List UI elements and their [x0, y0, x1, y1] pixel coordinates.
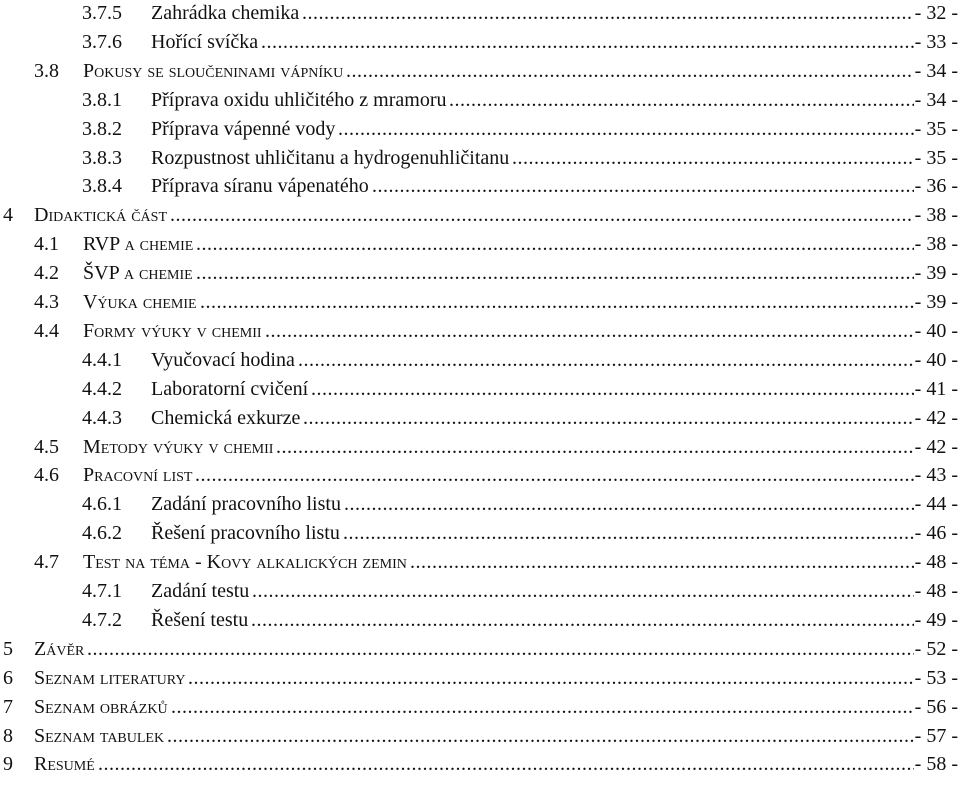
- toc-entry-title: Metody výuky v chemii: [83, 435, 274, 458]
- toc-entry[interactable]: [0, 28, 960, 57]
- toc-entry-number: 4.2: [34, 262, 59, 285]
- toc-entry-page: - 42 -: [914, 406, 958, 429]
- toc-entry-page: - 39 -: [914, 262, 958, 285]
- dot-leader: [449, 86, 914, 115]
- toc-entry-title: Formy výuky v chemii: [83, 319, 262, 342]
- toc-entry-page: - 34 -: [914, 88, 958, 111]
- toc-entry-title: Závěr: [34, 637, 85, 660]
- toc-entry-leader-and-page: [297, 346, 958, 375]
- toc-entry-number: 5: [3, 637, 13, 660]
- dot-leader: [372, 172, 914, 201]
- dot-leader: [87, 635, 914, 664]
- toc-entry-leader-and-page: [260, 28, 958, 57]
- dot-leader: [252, 577, 914, 606]
- toc-entry[interactable]: [0, 172, 960, 201]
- toc-entry-number: 4.4.1: [82, 348, 122, 371]
- toc-entry-leader-and-page: [187, 664, 958, 693]
- toc-entry-number: 4.6: [34, 464, 59, 487]
- toc-entry-title: ŠVP a chemie: [83, 262, 193, 285]
- dot-leader: [171, 693, 914, 722]
- toc-entry-page: - 38 -: [914, 233, 958, 256]
- toc-entry-title: Hořící svíčka: [151, 30, 259, 53]
- toc-entry-number: 4.6.2: [82, 522, 122, 545]
- toc-entry[interactable]: [0, 433, 960, 462]
- toc-entry-leader-and-page: [343, 490, 958, 519]
- toc-entry[interactable]: [0, 519, 960, 548]
- toc-entry-title: Zadání testu: [151, 580, 250, 602]
- toc-entry-page: - 43 -: [914, 464, 958, 487]
- toc-entry[interactable]: [0, 375, 960, 404]
- toc-entry-number: 4: [3, 204, 13, 227]
- toc-entry-number: 9: [3, 753, 13, 776]
- toc-entry[interactable]: [0, 86, 960, 115]
- toc-entry-number: 4.5: [34, 435, 59, 458]
- toc-entry-leader-and-page: [86, 635, 958, 664]
- toc-entry-number: 4.1: [34, 233, 59, 256]
- dot-leader: [311, 375, 914, 404]
- dot-leader: [298, 346, 914, 375]
- dot-leader: [196, 230, 914, 259]
- toc-entry-title: Příprava vápenné vody: [151, 117, 336, 140]
- toc-entry-page: - 34 -: [914, 59, 958, 82]
- toc-entry-number: 3.7.6: [82, 30, 122, 53]
- dot-leader: [344, 490, 914, 519]
- toc-entry-title: Chemická exkurze: [151, 406, 301, 429]
- toc-entry-leader-and-page: [166, 722, 958, 751]
- dot-leader: [276, 433, 914, 462]
- dot-leader: [261, 28, 914, 57]
- toc-entry-leader-and-page: [169, 201, 958, 230]
- toc-entry-number: 4.7.2: [82, 608, 122, 631]
- toc-entry[interactable]: [0, 461, 960, 490]
- toc-entry-page: - 36 -: [914, 175, 958, 198]
- toc-entry-leader-and-page: [250, 606, 958, 635]
- toc-entry-page: - 49 -: [914, 608, 958, 631]
- toc-entry-page: - 48 -: [914, 580, 958, 602]
- toc-entry[interactable]: [0, 144, 960, 173]
- toc-entry[interactable]: [0, 288, 960, 317]
- dot-leader: [303, 404, 914, 433]
- toc-entry-title: Seznam tabulek: [34, 724, 165, 747]
- dot-leader: [265, 317, 914, 346]
- toc-entry[interactable]: [0, 0, 960, 28]
- dot-leader: [338, 115, 914, 144]
- toc-entry[interactable]: [0, 635, 960, 664]
- dot-leader: [188, 664, 914, 693]
- toc-entry-leader-and-page: [301, 0, 958, 28]
- toc-entry-leader-and-page: [195, 230, 958, 259]
- toc-entry-page: - 57 -: [914, 724, 958, 747]
- toc-entry-leader-and-page: [371, 172, 958, 201]
- toc-entry-title: Příprava oxidu uhličitého z mramoru: [151, 88, 447, 111]
- toc-entry-page: - 56 -: [914, 695, 958, 718]
- dot-leader: [251, 606, 914, 635]
- toc-entry-leader-and-page: [342, 519, 958, 548]
- toc-entry[interactable]: [0, 693, 960, 722]
- toc-entry-number: 4.7.1: [82, 580, 122, 602]
- toc-entry[interactable]: [0, 404, 960, 433]
- toc-entry-title: Řešení testu: [151, 608, 249, 631]
- toc-entry-leader-and-page: [409, 548, 958, 577]
- toc-entry-leader-and-page: [251, 577, 958, 606]
- toc-entry-number: 3.8.1: [82, 88, 122, 111]
- toc-entry-number: 4.4.2: [82, 377, 122, 400]
- toc-entry-leader-and-page: [264, 317, 958, 346]
- toc-entry[interactable]: [0, 722, 960, 751]
- toc-entry-number: 3.7.5: [82, 2, 122, 24]
- dot-leader: [346, 57, 914, 86]
- toc-entry[interactable]: [0, 548, 960, 577]
- toc-entry-title: Seznam literatury: [34, 666, 186, 689]
- toc-entry-page: - 35 -: [914, 146, 958, 169]
- toc-entry-title: Rozpustnost uhličitanu a hydrogenuhličitanu: [151, 146, 510, 169]
- toc-entry-page: - 35 -: [914, 117, 958, 140]
- toc-entry-number: 3.8: [34, 59, 59, 82]
- toc-entry-title: RVP a chemie: [83, 233, 194, 256]
- toc-entry-leader-and-page: [511, 144, 958, 173]
- toc-entry-page: - 53 -: [914, 666, 958, 689]
- toc-entry-leader-and-page: [345, 57, 958, 86]
- dot-leader: [196, 259, 914, 288]
- dot-leader: [302, 0, 914, 28]
- toc-entry-leader-and-page: [194, 461, 958, 490]
- toc-entry-title: Výuka chemie: [83, 291, 197, 313]
- toc-entry[interactable]: [0, 664, 960, 693]
- toc-entry-leader-and-page: [275, 433, 958, 462]
- toc-entry[interactable]: [0, 201, 960, 230]
- toc-entry-leader-and-page: [337, 115, 958, 144]
- toc-entry-number: 3.8.2: [82, 117, 122, 140]
- toc-entry-page: - 46 -: [914, 522, 958, 545]
- toc-entry-page: - 39 -: [914, 291, 958, 313]
- toc-entry[interactable]: [0, 230, 960, 259]
- dot-leader: [343, 519, 914, 548]
- toc-entry-page: - 42 -: [914, 435, 958, 458]
- toc-entry-number: 4.4: [34, 319, 59, 342]
- toc-entry-number: 3.8.3: [82, 146, 122, 169]
- toc-entry[interactable]: [0, 317, 960, 346]
- toc-entry-leader-and-page: [170, 693, 958, 722]
- toc-entry-title: Řešení pracovního listu: [151, 522, 340, 545]
- dot-leader: [98, 750, 914, 779]
- toc-entry-number: 4.7: [34, 551, 59, 574]
- toc-entry-page: - 38 -: [914, 204, 958, 227]
- toc-entry-leader-and-page: [302, 404, 958, 433]
- toc-entry-page: - 40 -: [914, 319, 958, 342]
- toc-entry-title: Didaktická část: [34, 204, 167, 227]
- toc-entry[interactable]: [0, 346, 960, 375]
- toc-entry[interactable]: [0, 57, 960, 86]
- toc-entry-page: - 40 -: [914, 348, 958, 371]
- toc-entry-number: 4.6.1: [82, 493, 122, 516]
- dot-leader: [410, 548, 914, 577]
- toc-entry-number: 3.8.4: [82, 175, 122, 198]
- toc-entry-page: - 48 -: [914, 551, 958, 574]
- toc-entry-title: Vyučovací hodina: [151, 348, 295, 371]
- dot-leader: [200, 288, 914, 317]
- dot-leader: [195, 461, 914, 490]
- toc-entry-title: Laboratorní cvičení: [151, 377, 309, 400]
- toc-entry-title: Zahrádka chemika: [151, 2, 300, 24]
- toc-entry[interactable]: [0, 606, 960, 635]
- toc-entry-leader-and-page: [195, 259, 958, 288]
- toc-entry-leader-and-page: [310, 375, 958, 404]
- toc-entry-title: Resumé: [34, 753, 95, 776]
- toc-entry-page: - 41 -: [914, 377, 958, 400]
- toc-entry-leader-and-page: [97, 750, 958, 779]
- dot-leader: [512, 144, 914, 173]
- dot-leader: [170, 201, 914, 230]
- toc-entry[interactable]: [0, 259, 960, 288]
- toc-entry-number: 7: [3, 695, 13, 718]
- toc-entry-leader-and-page: [199, 288, 958, 317]
- toc-entry-title: Seznam obrázků: [34, 695, 168, 718]
- toc-entry-number: 4.4.3: [82, 406, 122, 429]
- toc-entry-title: Příprava síranu vápenatého: [151, 175, 369, 198]
- toc-entry-title: Zadání pracovního listu: [151, 493, 341, 516]
- toc-entry[interactable]: [0, 115, 960, 144]
- toc-entry-title: Test na téma - Kovy alkalických zemin: [83, 551, 407, 574]
- dot-leader: [167, 722, 914, 751]
- toc-entry-page: - 52 -: [914, 637, 958, 660]
- toc-entry-title: Pokusy se sloučeninami vápníku: [83, 59, 344, 82]
- toc-entry-number: 8: [3, 724, 13, 747]
- toc-entry[interactable]: [0, 490, 960, 519]
- toc-entry[interactable]: [0, 750, 960, 779]
- toc-entry-number: 6: [3, 666, 13, 689]
- toc-entry-number: 4.3: [34, 291, 59, 313]
- toc-entry-page: - 44 -: [914, 493, 958, 516]
- toc-entry[interactable]: [0, 577, 960, 606]
- toc-entry-page: - 33 -: [914, 30, 958, 53]
- toc-entry-leader-and-page: [448, 86, 958, 115]
- toc-entry-page: - 32 -: [914, 2, 958, 24]
- toc-entry-page: - 58 -: [914, 753, 958, 776]
- toc-entry-title: Pracovní list: [83, 464, 193, 487]
